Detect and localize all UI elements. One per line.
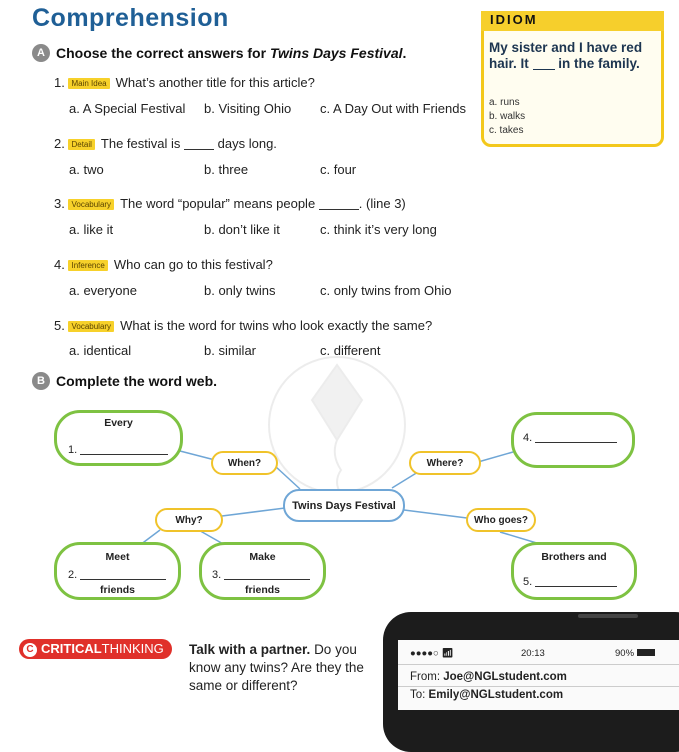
divider	[398, 686, 679, 687]
option[interactable]: c. four	[320, 162, 357, 177]
connector-when: When?	[211, 451, 278, 475]
idiom-sentence-start: My sister and I have red hair. It	[489, 40, 643, 71]
option[interactable]: b. similar	[204, 343, 257, 358]
question-text: Who can go to this festival?	[113, 257, 273, 272]
skill-tag: Detail	[68, 139, 94, 150]
option[interactable]: b. don’t like it	[204, 222, 280, 237]
node-label: Brothers and	[541, 551, 607, 563]
question-number: 4.	[54, 257, 65, 272]
word-web-center: Twins Days Festival	[283, 489, 405, 522]
instruction-end: .	[402, 45, 407, 61]
question-text: What is the word for twins who look exactly the same?	[120, 318, 433, 333]
node-answer	[68, 444, 168, 456]
signal-dots: ●●●●○	[410, 648, 439, 659]
question-number: 1.	[54, 75, 65, 90]
option[interactable]: b. Visiting Ohio	[204, 101, 292, 116]
instruction-text: Choose the correct answers for	[56, 45, 270, 61]
to-address: Emily@NGLstudent.com	[428, 689, 564, 701]
status-time: 20:13	[521, 648, 545, 659]
node-label: friends	[244, 584, 280, 596]
question-number: 2.	[54, 136, 65, 151]
node-answer	[68, 569, 166, 581]
option[interactable]: a. two	[69, 162, 104, 177]
signal-indicator	[410, 648, 453, 659]
phone-speaker	[578, 614, 638, 618]
email-from	[410, 671, 567, 683]
connector-who: Who goes?	[466, 508, 536, 532]
option[interactable]: a. A Special Festival	[69, 101, 186, 116]
question-text: What’s another title for this article?	[115, 75, 315, 90]
battery-icon	[637, 649, 655, 656]
option[interactable]: c. think it’s very long	[320, 222, 437, 237]
battery-indicator	[615, 648, 655, 659]
critical-thinking-prompt	[189, 641, 379, 695]
battery-text: 90%	[615, 648, 635, 659]
idiom-option[interactable]: c. takes	[489, 125, 524, 136]
email-to	[410, 689, 563, 701]
wifi-icon: 📶︎	[441, 648, 454, 659]
option[interactable]: b. only twins	[204, 283, 276, 298]
answer-blank[interactable]	[535, 442, 617, 443]
question-text: The festival is	[100, 136, 181, 151]
section-a-badge: A	[32, 44, 50, 62]
critical-thinking-badge	[19, 639, 172, 659]
critical-label: CRITICAL	[41, 641, 102, 656]
option[interactable]: a. like it	[69, 222, 114, 237]
node-label: Make	[249, 551, 276, 563]
from-label: From:	[410, 671, 441, 683]
answer-blank[interactable]	[80, 579, 166, 580]
node-number: 4.	[523, 432, 533, 444]
to-label: To:	[410, 689, 426, 701]
node-label: friends	[99, 584, 135, 596]
section-b-badge: B	[32, 372, 50, 390]
idiom-option[interactable]: a. runs	[489, 97, 520, 108]
answer-blank[interactable]	[80, 454, 168, 455]
option[interactable]: c. only twins from Ohio	[320, 283, 452, 298]
prompt-bold: Talk with a partner.	[189, 642, 311, 657]
skill-tag: Main Idea	[68, 78, 109, 89]
node-number: 3.	[212, 569, 222, 581]
question-text-end: . (line 3)	[358, 196, 406, 211]
thinking-label: THINKING	[101, 641, 164, 656]
connector-where: Where?	[409, 451, 481, 475]
node-label: Meet	[105, 551, 130, 563]
skill-tag: Vocabulary	[68, 321, 114, 332]
section-c-badge: C	[23, 643, 37, 657]
question-number: 5.	[54, 318, 65, 333]
option[interactable]: c. different	[320, 343, 381, 358]
skill-tag: Vocabulary	[68, 199, 114, 210]
answer-blank[interactable]	[224, 579, 310, 580]
section-b-instruction: Complete the word web.	[56, 373, 218, 389]
node-number: 1.	[68, 444, 78, 456]
node-answer	[523, 576, 617, 588]
option[interactable]: b. three	[204, 162, 249, 177]
option[interactable]: a. identical	[69, 343, 132, 358]
skill-tag: Inference	[68, 260, 107, 271]
node-number: 2.	[68, 569, 78, 581]
idiom-sentence-end: in the family.	[558, 56, 640, 71]
question-text-end: days long.	[217, 136, 277, 151]
prompt-text: Do you know any twins? Are they the same or different?	[189, 642, 364, 693]
node-number: 5.	[523, 576, 533, 588]
node-label: Every	[104, 417, 133, 429]
question-text: The word “popular” means people	[120, 196, 316, 211]
option[interactable]: c. A Day Out with Friends	[320, 101, 466, 116]
node-answer	[523, 432, 617, 444]
divider	[398, 664, 679, 665]
answer-blank[interactable]	[535, 586, 617, 587]
connector-why: Why?	[155, 508, 223, 532]
node-answer	[212, 569, 310, 581]
article-title: Twins Days Festival	[269, 45, 403, 61]
page-title: Comprehension	[32, 4, 229, 32]
idiom-option[interactable]: b. walks	[489, 111, 526, 122]
question-number: 3.	[54, 196, 65, 211]
option[interactable]: a. everyone	[69, 283, 137, 298]
from-address: Joe@NGLstudent.com	[443, 671, 567, 683]
idiom-title: IDIOM	[490, 12, 538, 27]
